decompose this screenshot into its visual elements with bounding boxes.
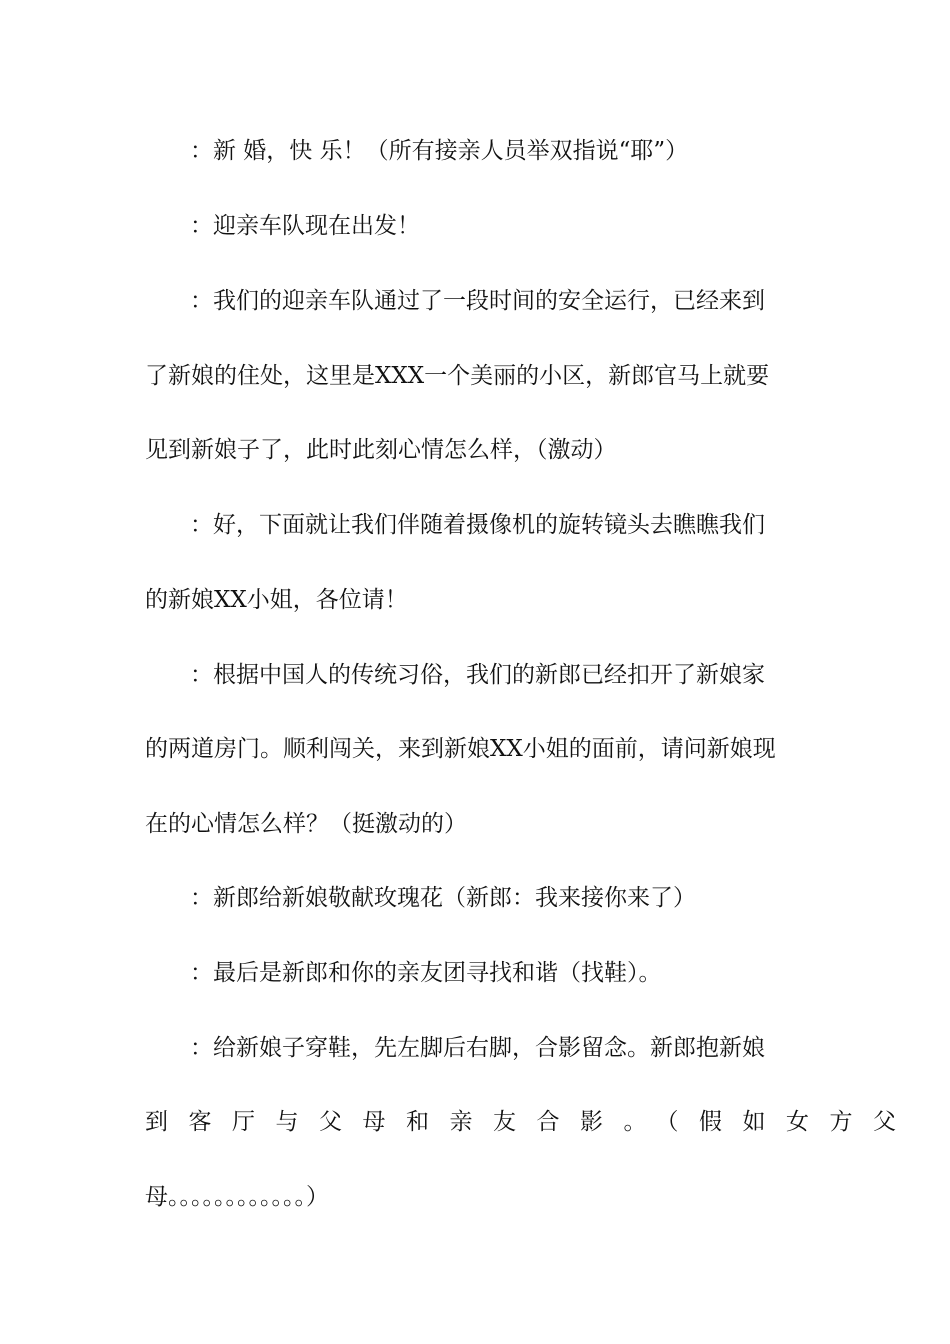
paragraph-line: ：根据中国人的传统习俗，我们的新郎已经扣开了新娘家 <box>190 662 765 688</box>
paragraph-line: 的两道房门。顺利闯关，来到新娘XX小姐的面前，请问新娘现 <box>145 736 776 762</box>
paragraph-line: ：我们的迎亲车队通过了一段时间的安全运行，已经来到 <box>190 288 765 314</box>
paragraph-line: 到客厅与父母和亲友合影。（假如女方父 <box>145 1109 917 1135</box>
paragraph-line: ：好，下面就让我们伴随着摄像机的旋转镜头去瞧瞧我们 <box>190 512 765 538</box>
paragraph-line: 见到新娘子了，此时此刻心情怎么样，（激动） <box>145 437 617 463</box>
paragraph-line: ：新 婚，快 乐！（所有接亲人员举双指说“耶”） <box>190 138 689 164</box>
paragraph-line: 的新娘XX小姐，各位请！ <box>145 587 408 613</box>
paragraph-line: ：新郎给新娘敬献玫瑰花（新郎：我来接你来了） <box>190 885 696 911</box>
paragraph-line: 了新娘的住处，这里是XXX一个美丽的小区，新郎官马上就要 <box>145 363 770 389</box>
paragraph-line: 在的心情怎么样？（挺激动的） <box>145 811 467 837</box>
paragraph-line: ：迎亲车队现在出发！ <box>190 213 420 239</box>
paragraph-line: 母。。。。。。。。。。。。） <box>145 1184 329 1210</box>
paragraph-line: ：最后是新郎和你的亲友团寻找和谐（找鞋）。 <box>190 960 662 986</box>
paragraph-line: ：给新娘子穿鞋，先左脚后右脚，合影留念。新郎抱新娘 <box>190 1035 765 1061</box>
